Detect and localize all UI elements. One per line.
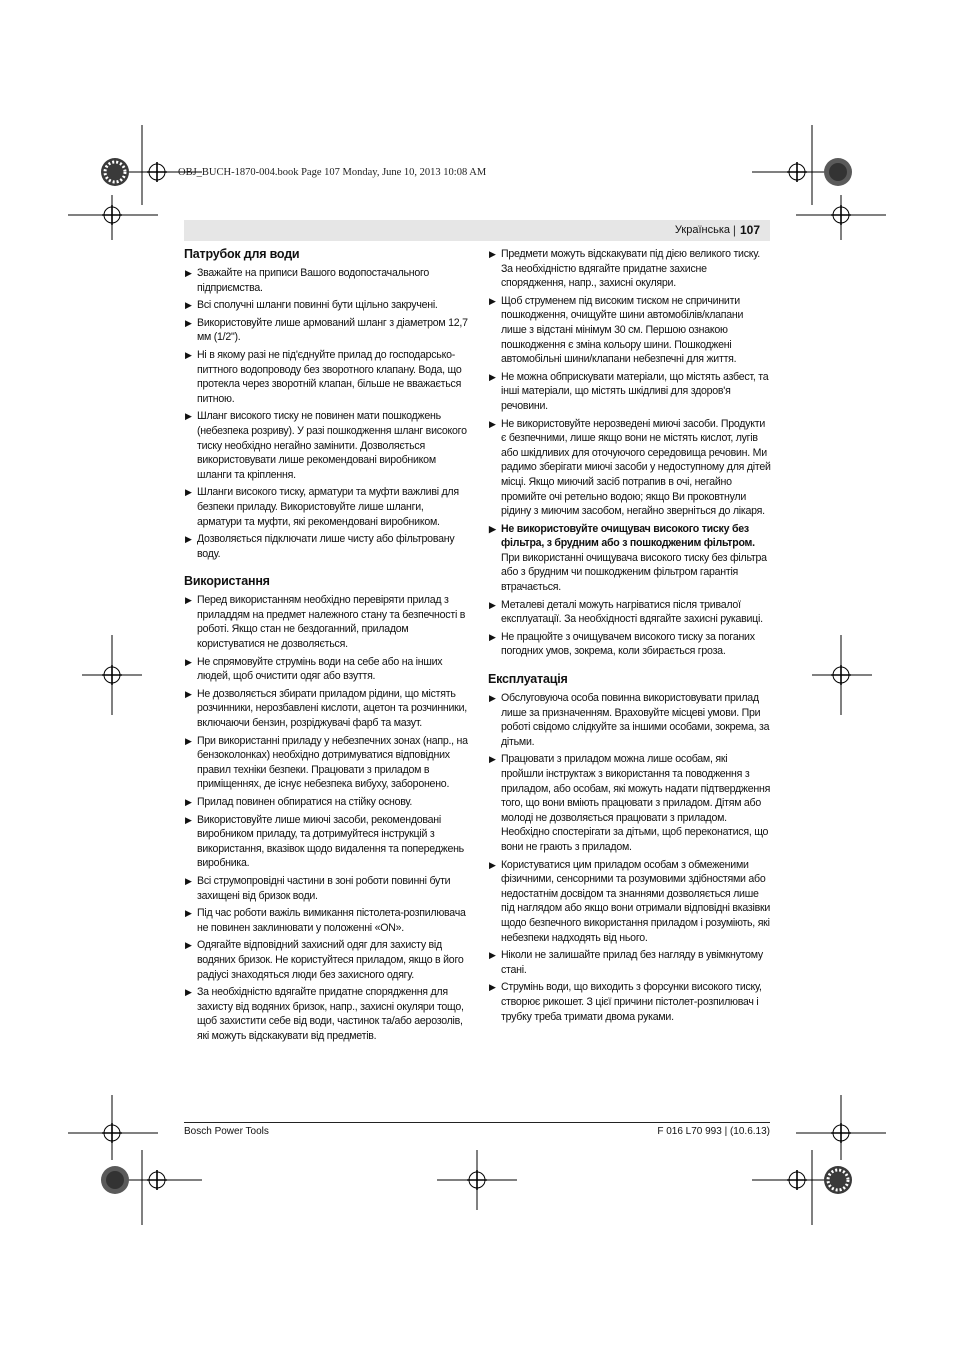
list-item: ▶ Ні в якому разі не під'єднуйте прилад до господарсько-питтного водопроводу без зворотного клапану. Вода, що протекла через зворотній клапан, більше не вважається питною. — [185, 348, 462, 405]
list-item: ▶ Дозволяється підключати лише чисту або фільтровану воду. — [185, 533, 455, 560]
list-item: ▶ Не дозволяється збирати приладом рідини, що містять розчинники, нерозбавлені кислоти, ацетон та розчинники, включаючи бензин, розріджувачі фарб та мазут. — [185, 687, 467, 730]
bullet-arrow-icon: ▶ — [185, 349, 192, 360]
list-item: ▶ Перед використанням необхідно перевіряти прилад з приладдям на предмет належного стану та безпечності в роботі. Якщо стан не бездоганний, приладом користуватися не дозволяється. — [185, 594, 466, 651]
bullet-arrow-icon: ▶ — [185, 735, 192, 746]
bullet-arrow-icon: ▶ — [489, 693, 496, 704]
bullet-arrow-icon: ▶ — [489, 371, 496, 382]
bullet-arrow-icon: ▶ — [185, 797, 192, 807]
bullet-arrow-icon: ▶ — [185, 688, 192, 699]
list-item: ▶ Не можна обприскувати матеріали, що містять азбест, та інші матеріали, що містять шкідливі для здоров'я речовини. — [489, 370, 769, 412]
list-item: ▶ При використанні приладу у небезпечних зонах (напр., на бензоколонках) необхідно дотримуватися відповідних правил техніки безпеки. Працювати з приладом в приміщеннях, де існує небезпека вибуху, заборонено. — [185, 734, 468, 791]
bullet-list — [184, 593, 468, 1043]
bullet-arrow-icon: ▶ — [185, 300, 192, 311]
bullet-arrow-icon: ▶ — [489, 982, 496, 993]
bullet-arrow-icon: ▶ — [489, 859, 496, 870]
list-item: ▶ Зважайте на приписи Вашого водопостачального підприємства. — [185, 267, 430, 294]
bullet-arrow-icon: ▶ — [489, 599, 496, 610]
list-item: ▶ Під час роботи важіль вимикання пістолета-розпилювача не повинен заклинювати у положенні «ON». — [185, 907, 466, 934]
bullet-arrow-icon: ▶ — [489, 523, 496, 534]
bullet-arrow-icon: ▶ — [185, 940, 192, 951]
warning-normal-text: При використанні очищувача високого тиску без фільтра або з брудним чи пошкодженим фільтром гарантія втрачається. — [501, 551, 767, 594]
list-item: ▶ Шланги високого тиску, арматури та муфти важливі для безпеки приладу. Використовуйте лише шланги, арматури та муфти, які рекомендовані виробником. — [185, 486, 459, 528]
section-heading: Патрубок для води — [184, 247, 300, 261]
bullet-arrow-icon: ▶ — [489, 631, 496, 642]
bullet-arrow-icon: ▶ — [489, 418, 496, 429]
bullet-arrow-icon: ▶ — [185, 317, 192, 328]
language-label: Українська — [674, 224, 730, 236]
print-header: OBJ_BUCH-1870-004.book Page 107 Monday, June 10, 2013 10:08 AM — [178, 167, 487, 178]
list-item: ▶ Всі струмопровідні частини в зоні роботи повинні бути захищені від бризок води. — [185, 874, 451, 902]
bullet-arrow-icon: ▶ — [489, 249, 496, 259]
list-item: ▶ Струмінь води, що виходить з форсунки високого тиску, створює рикошет. З цієї причини пістолет-розпилювач і трубку треба тримати двома руками. — [489, 981, 762, 1023]
list-item: ▶ Одягайте відповідний захисний одяг для захисту від водяних бризок. Не користуйтеся приладом, якщо в його радіусі знаходяться люди без захисного одягу. — [185, 939, 464, 981]
bullet-arrow-icon: ▶ — [185, 534, 192, 545]
list-item: ▶ Працювати з приладом можна лише особам, які пройшли інструктаж з використання та поводження з приладом, або особам, які можуть надати підтвердження того, що вони вміють працювати з приладом. Дітям або молоді не дозволяється працювати з приладом. Необхідно спостерігати за дітьми, щоб переконатися, що вони не грають з приладом. — [489, 753, 771, 853]
bullet-arrow-icon: ▶ — [185, 814, 192, 825]
section-heading: Використання — [184, 574, 270, 589]
list-item: ▶ Прилад повинен обпиратися на стійку основу. — [185, 796, 413, 808]
footer-doc-code: F 016 L70 993 | (10.6.13) — [657, 1126, 770, 1137]
list-item-warning — [488, 522, 771, 595]
list-item: ▶ Використовуйте лише миючі засоби, рекомендовані виробником приладу, та дотримуйтеся інструкцій з використання, вказівок щодо видалення та попереджень виробника. — [185, 813, 464, 870]
footer-brand: Bosch Power Tools — [184, 1126, 269, 1137]
list-item: ▶ Не використовуйте нерозведені миючі засоби. Продукти є безпечними, лише якщо вони не містять кислот, лугів або шкідливих для оточуючого середовища речовин. Ми радимо зберігати миючі засоби у недоступному для дітей місці. Якщо миючий засіб потрапив в очі, негайно промийте очі ретельно водою; якщо Ви проковтнули рідину з миючим засобом, негайно зверніться до лікаря. — [489, 417, 771, 518]
list-item: ▶ Використовуйте лише армований шланг з діаметром 12,7 мм (1/2"). — [185, 316, 468, 344]
list-item: ▶ Обслуговуюча особа повинна використовувати прилад лише за призначенням. Враховуйте місцеві умови. При роботі свідомо слідкуйте за іншими особами, зокрема, за дітьми. — [489, 692, 770, 748]
list-item: ▶ Всі сполучні шланги повинні бути щільно закручені. — [185, 299, 438, 312]
bullet-list — [184, 266, 468, 561]
bullet-arrow-icon: ▶ — [185, 487, 192, 498]
bullet-arrow-icon: ▶ — [185, 595, 192, 606]
bullet-arrow-icon: ▶ — [489, 754, 496, 765]
bullet-arrow-icon: ▶ — [185, 908, 192, 919]
bullet-list — [488, 247, 771, 659]
bullet-arrow-icon: ▶ — [489, 950, 496, 961]
bullet-list — [488, 691, 771, 1024]
list-item: ▶ За необхідністю вдягайте придатне спорядження для захисту від водяних бризок, напр., захисні окуляри тощо, щоб захистити себе від води, частинок та/або аерозолів, які можуть відскакувати від предметів. — [185, 986, 464, 1042]
list-item: ▶ Предмети можуть відскакувати під дією великого тиску. За необхідністю вдягайте придатне захисне спорядження, напр., захисні окуляри. — [489, 248, 760, 290]
list-item: ▶ Ніколи не залишайте прилад без нагляду в увімкнутому стані. — [489, 949, 763, 976]
bullet-arrow-icon: ▶ — [185, 875, 192, 886]
list-item: ▶ Не працюйте з очищувачем високого тиску за поганих погодних умов, зокрема, коли збирається гроза. — [489, 630, 755, 658]
bullet-arrow-icon: ▶ — [489, 295, 496, 306]
page-number: | 107 — [733, 223, 760, 237]
page-header-bar — [184, 220, 770, 241]
left-column — [184, 247, 468, 1047]
list-item: ▶ Шланг високого тиску не повинен мати пошкоджень (небезпека розриву). У разі пошкодження шланг високого тиску необхідно негайно замінити. Дозволяється використовувати лише рекомендовані виробником шланги та кріплення. — [185, 410, 467, 481]
list-item: ▶ Користуватися цим приладом особам з обмеженими фізичними, сенсорними та розумовими здібностями або недостатнім досвідом та знаннями дозволяється лише під наглядом або якщо вони отримали відповідні вказівки щодо безпечного використання приладом і розуміють, які небезпеки надходять від нього. — [489, 858, 771, 944]
footer-divider — [184, 1122, 770, 1123]
warning-bold-text: Не використовуйте очищувач високого тиску без фільтра, з брудним або з пошкодженим фільтром. — [501, 522, 755, 550]
bullet-arrow-icon: ▶ — [185, 411, 192, 422]
section-heading: Експлуатація — [488, 672, 568, 687]
right-column — [488, 247, 771, 1027]
bullet-arrow-icon: ▶ — [185, 987, 192, 998]
list-item: ▶ Щоб струменем під високим тиском не спричинити пошкодження, очищуйте шини автомобілів/клапани лише з відстані мінімум 30 см. Першою ознакою пошкодження є зміна кольору шини. Пошкоджені автомобільні шини/клапани небезпечні для життя. — [489, 294, 744, 366]
list-item: ▶ Металеві деталі можуть нагріватися після тривалої експлуатації. За необхідності вдягайте захисні рукавиці. — [489, 598, 763, 626]
bullet-arrow-icon: ▶ — [185, 656, 192, 667]
list-item: ▶ Не спрямовуйте струмінь води на себе або на інших людей, щоб очистити одяг або взуття. — [185, 655, 443, 683]
bullet-arrow-icon: ▶ — [185, 268, 192, 278]
